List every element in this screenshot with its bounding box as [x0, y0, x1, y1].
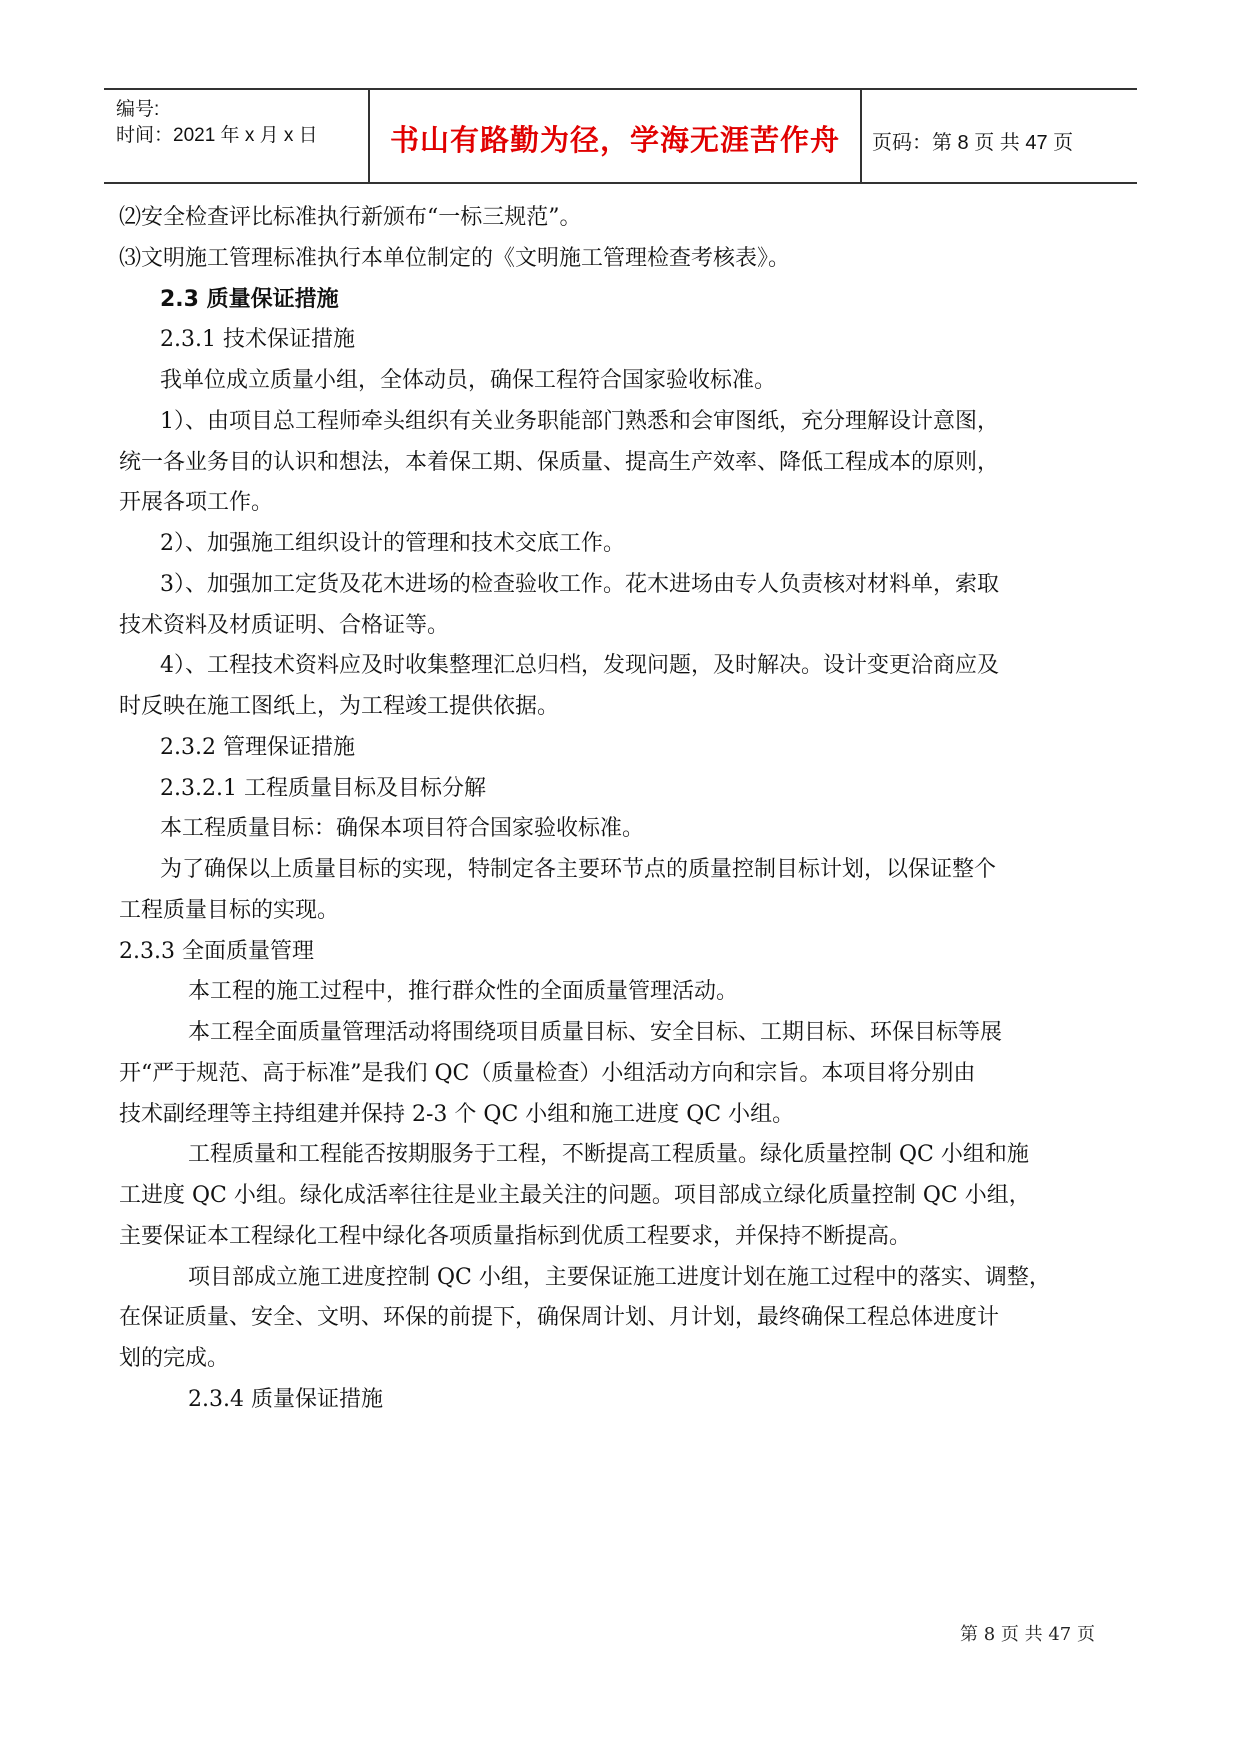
section-heading: 2.3 质量保证措施	[160, 287, 339, 312]
paragraph-line: 3）、加强加工定货及花木进场的检查验收工作。花木进场由专人负责核对材料单，索取	[160, 572, 999, 597]
subsection-heading: 2.3.3 全面质量管理	[119, 939, 314, 964]
paragraph-line: 工程质量和工程能否按期服务于工程，不断提高工程质量。绿化质量控制 QC 小组和施	[188, 1142, 1029, 1167]
subsection-heading: 2.3.2.1 工程质量目标及目标分解	[160, 776, 486, 801]
document-number-label: 编号:	[116, 99, 160, 120]
paragraph-line: 在保证质量、安全、文明、环保的前提下，确保周计划、月计划，最终确保工程总体进度计	[119, 1305, 1000, 1330]
paragraph-line: 2）、加强施工组织设计的管理和技术交底工作。	[160, 531, 625, 556]
paragraph-line: 开“严于规范、高于标准”是我们 QC（质量检查）小组活动方向和宗旨。本项目将分别由	[119, 1061, 976, 1086]
subsection-heading: 2.3.4 质量保证措施	[188, 1387, 383, 1412]
paragraph-line: 我单位成立质量小组，全体动员，确保工程符合国家验收标准。	[160, 368, 777, 393]
header-motto-cell	[370, 90, 862, 182]
paragraph-line: 4）、工程技术资料应及时收集整理汇总归档，发现问题，及时解决。设计变更洽商应及	[160, 653, 999, 678]
paragraph-line: 1）、由项目总工程师牵头组织有关业务职能部门熟悉和会审图纸，充分理解设计意图，	[160, 409, 999, 434]
paragraph-line: ⑶文明施工管理标准执行本单位制定的《文明施工管理检查考核表》。	[119, 246, 791, 271]
subsection-heading: 2.3.1 技术保证措施	[160, 327, 355, 352]
paragraph-line: 本工程质量目标：确保本项目符合国家验收标准。	[160, 816, 645, 841]
paragraph-line: 开展各项工作。	[119, 490, 274, 515]
paragraph-line: 本工程全面质量管理活动将围绕项目质量目标、安全目标、工期目标、环保目标等展	[188, 1020, 1003, 1045]
paragraph-line: 划的完成。	[119, 1346, 230, 1371]
paragraph-line: 技术资料及材质证明、合格证等。	[119, 613, 450, 638]
paragraph-line: 工进度 QC 小组。绿化成活率往往是业主最关注的问题。项目部成立绿化质量控制 QC 小组，	[119, 1183, 1031, 1208]
paragraph-line: 为了确保以上质量目标的实现，特制定各主要环节点的质量控制目标计划，以保证整个	[160, 857, 997, 882]
paragraph-line: 统一各业务目的认识和想法，本着保工期、保质量、提高生产效率、降低工程成本的原则，	[119, 450, 1000, 475]
header-page-cell	[862, 90, 1137, 182]
header-info-cell	[104, 90, 370, 182]
paragraph-line: 主要保证本工程绿化工程中绿化各项质量指标到优质工程要求，并保持不断提高。	[119, 1224, 912, 1249]
document-date-label: 时间：2021 年 x 月 x 日	[116, 125, 318, 146]
paragraph-line: 本工程的施工过程中，推行群众性的全面质量管理活动。	[188, 979, 739, 1004]
page-header	[104, 88, 1137, 184]
page-footer: 第 8 页 共 47 页	[960, 1624, 1095, 1645]
paragraph-line: 工程质量目标的实现。	[119, 898, 340, 923]
paragraph-line: 项目部成立施工进度控制 QC 小组，主要保证施工进度计划在施工过程中的落实、调整，	[188, 1265, 1051, 1290]
paragraph-line: ⑵安全检查评比标准执行新颁布“一标三规范”。	[119, 205, 582, 230]
header-motto: 书山有路勤为径，学海无涯苦作舟	[389, 123, 840, 157]
paragraph-line: 技术副经理等主持组建并保持 2-3 个 QC 小组和施工进度 QC 小组。	[119, 1102, 795, 1127]
paragraph-line: 时反映在施工图纸上，为工程竣工提供依据。	[119, 694, 560, 719]
subsection-heading: 2.3.2 管理保证措施	[160, 735, 355, 760]
header-page-number: 页码：第 8 页 共 47 页	[872, 132, 1074, 154]
